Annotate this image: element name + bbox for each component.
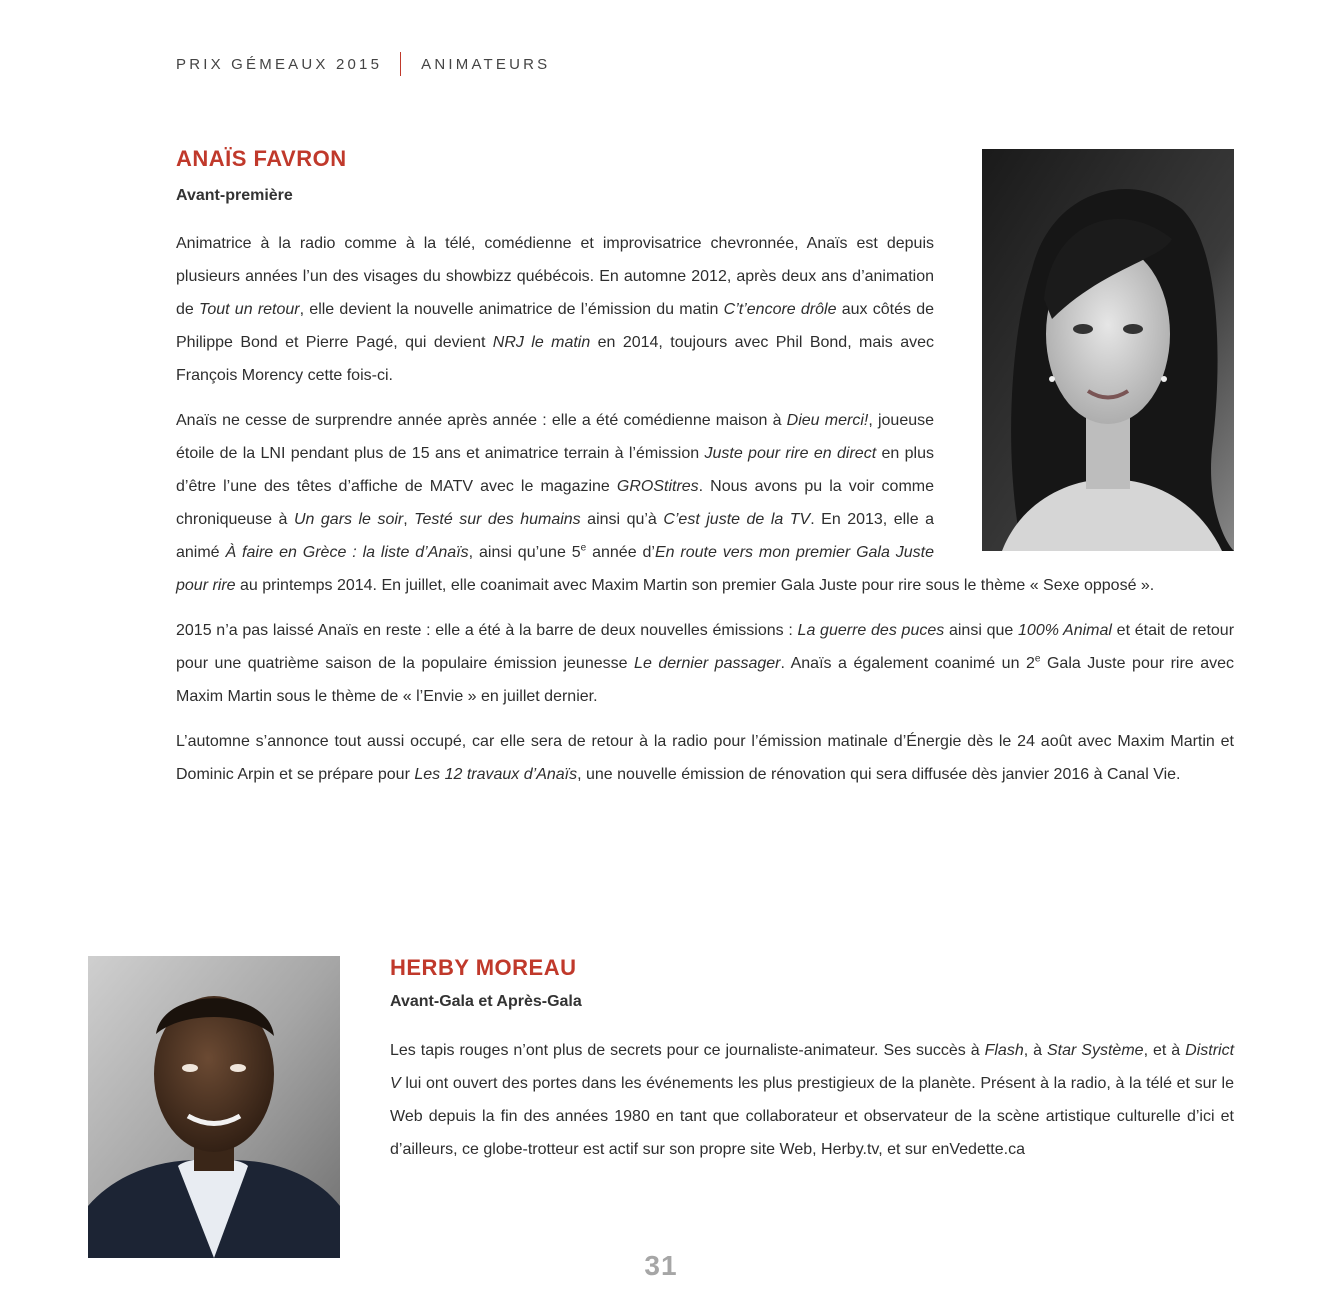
italic-title: Juste pour rire en direct	[704, 445, 877, 462]
text-run: aux côtés de Philippe Bond et Pierre Pagé, qui devient	[176, 301, 935, 351]
page-number: 31	[644, 1250, 678, 1281]
portrait-photo-anais	[982, 149, 1234, 551]
text-run: . En 2013, elle a animé	[176, 511, 935, 561]
profile-bio-herby	[390, 1034, 1234, 1178]
running-header	[176, 52, 550, 76]
superscript: e	[580, 542, 587, 554]
profile-name-anais: ANAÏS FAVRON	[176, 146, 347, 171]
text-run: ,	[403, 511, 415, 528]
text-run: , et à	[1143, 1042, 1186, 1059]
italic-title: Testé sur des humains	[414, 511, 581, 528]
text-run: ainsi qu’à	[580, 511, 664, 528]
text-run: . Anaïs a également coanimé un 2	[780, 655, 1035, 672]
text-run: au printemps 2014. En juillet, elle coanimait avec Maxim Martin son premier Gala Juste pour rire sous le thème « Sexe opposé ».	[235, 577, 1155, 594]
text-run: en 2014, toujours avec Phil Bond, mais avec François Morency cette fois-ci.	[176, 334, 934, 384]
text-run: lui ont ouvert des portes dans les événements les plus prestigieux de la planète. Présent à la radio, à la télé et sur le Web depuis la fin des années 1980 en tant que collaborateur et observateur de la scène artistique culturelle d’ici et d’ailleurs, ce globe-trotteur est actif sur son propre site Web, Herby.tv, et sur enVedette.ca	[390, 1075, 1234, 1158]
publication-title: PRIX GÉMEAUX 2015	[176, 55, 383, 73]
italic-title: NRJ le matin	[492, 334, 591, 351]
superscript: e	[1034, 653, 1041, 665]
text-run: Les tapis rouges n’ont plus de secrets pour ce journaliste-animateur. Ses succès à	[390, 1042, 985, 1059]
italic-title: Flash	[984, 1042, 1024, 1059]
section-title: ANIMATEURS	[421, 55, 551, 73]
italic-title: Les 12 travaux d’Anaïs	[414, 766, 578, 783]
text-run: L’automne s’annonce tout aussi occupé, car elle sera de retour à la radio pour l’émission matinale d’Énergie dès le 24 août avec Maxim Martin et Dominic Arpin et se prépare pour	[176, 733, 1234, 783]
text-run: , ainsi qu’une 5	[468, 544, 581, 561]
italic-title: Tout un retour	[199, 301, 300, 318]
text-run: Gala Juste pour rire avec Maxim Martin sous le thème de « l’Envie » en juillet dernier.	[176, 655, 1235, 705]
italic-title: Dieu merci!	[786, 412, 869, 429]
portrait-photo-herby	[88, 956, 340, 1258]
text-run: . Nous avons pu la voir comme chroniqueuse à	[176, 478, 934, 528]
bio-paragraph	[390, 1034, 1234, 1166]
text-run: Anaïs ne cesse de surprendre année après année : elle a été comédienne maison à	[176, 412, 787, 429]
italic-title: GROStitres	[616, 478, 699, 495]
italic-title: À faire en Grèce : la liste d’Anaïs	[225, 544, 469, 561]
bio-paragraph	[176, 614, 1234, 713]
text-run: , elle devient la nouvelle animatrice de l’émission du matin	[299, 301, 724, 318]
italic-title: Star Système	[1047, 1042, 1144, 1059]
text-run: , une nouvelle émission de rénovation qui sera diffusée dès janvier 2016 à Canal Vie.	[577, 766, 1181, 783]
text-run: 2015 n’a pas laissé Anaïs en reste : elle a été à la barre de deux nouvelles émissions :	[176, 622, 798, 639]
italic-title: C’t’encore drôle	[723, 301, 837, 318]
text-run: en plus d’être l’une des têtes d’affiche de MATV avec le magazine	[176, 445, 934, 495]
profile-role-anais: Avant-première	[176, 187, 293, 204]
text-run: ainsi que	[944, 622, 1019, 639]
profile-name-herby: HERBY MOREAU	[390, 955, 577, 980]
italic-title: En route vers mon premier Gala Juste pour rire	[176, 544, 935, 594]
text-run: et était de retour pour une quatrième saison de la populaire émission jeunesse	[176, 622, 1235, 672]
italic-title: La guerre des puces	[797, 622, 945, 639]
italic-title: District V	[390, 1042, 1235, 1092]
italic-title: 100% Animal	[1018, 622, 1112, 639]
profile-role-herby: Avant-Gala et Après-Gala	[390, 993, 582, 1010]
text-run: , joueuse étoile de la LNI pendant plus de 15 ans et animatrice terrain à l’émission	[176, 412, 935, 462]
text-run: année d’	[586, 544, 655, 561]
italic-title: C’est juste de la TV	[663, 511, 811, 528]
text-run: , à	[1023, 1042, 1047, 1059]
text-run: Animatrice à la radio comme à la télé, comédienne et improvisatrice chevronnée, Anaïs est depuis plusieurs années l’un des visages du showbizz québécois. En automne 2012, après deux ans d’animation de	[176, 235, 934, 318]
italic-title: Le dernier passager	[634, 655, 781, 672]
profile-bio-anais	[176, 227, 1234, 803]
bio-paragraph	[176, 725, 1234, 791]
italic-title: Un gars le soir	[293, 511, 404, 528]
header-divider	[400, 52, 401, 76]
